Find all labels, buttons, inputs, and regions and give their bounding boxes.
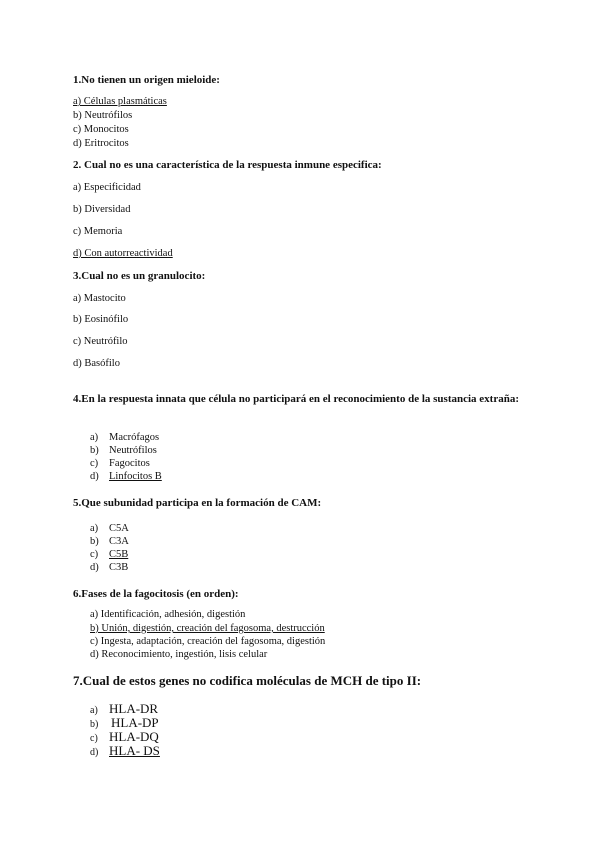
q4-option-d-label: d) [90,471,99,482]
q1-option-b: b) Neutrófilos [73,110,133,121]
q5-option-b-text: C3A [109,536,129,547]
q5-option-d-text: C3B [109,562,129,573]
q4-option-a-text: Macrófagos [109,432,160,443]
q5-option-b [90,535,129,548]
q5-option-a [90,522,129,535]
q5-option-a-label: a) [90,523,99,534]
q5-option-c-label: c) [90,549,99,560]
q7-option-b-label: b) [90,719,99,730]
q7-option-b-text: HLA-DP [111,715,159,730]
question-3-title: 3.Cual no es un granulocito: [73,270,206,282]
q7-option-a-text: HLA-DR [109,701,159,716]
q5-option-b-label: b) [90,536,99,547]
question-5-title: 5.Que subunidad participa en la formación de CAM: [73,497,322,509]
q7-option-d-label: d) [90,747,99,758]
q4-option-c-text: Fagocitos [109,458,150,469]
q3-option-c: c) Neutrófilo [73,336,128,347]
q3-option-a: a) Mastocito [73,293,126,304]
q3-option-b: b) Eosinófilo [73,314,129,325]
q4-option-b-label: b) [90,445,99,456]
question-6-title: 6.Fases de la fagocitosis (en orden): [73,588,239,600]
q6-option-c: c) Ingesta, adaptación, creación del fagosoma, digestión [90,636,326,647]
q2-option-b: b) Diversidad [73,204,131,215]
question-2-title: 2. Cual no es una característica de la respuesta inmune especifica: [73,159,382,171]
q7-option-d-text: HLA- DS [109,743,160,758]
q5-option-d [90,561,128,574]
q2-option-d: d) Con autorreactividad [73,248,173,259]
q2-option-c: c) Memoria [73,226,123,237]
q4-option-d-text: Linfocitos B [109,471,162,482]
q4-option-a [90,431,159,444]
q2-option-a: a) Especificidad [73,182,141,193]
q7-option-d [90,744,160,760]
q4-option-a-label: a) [90,432,99,443]
q4-option-c [90,457,150,470]
q4-option-b [90,444,157,457]
q4-option-b-text: Neutrófilos [109,445,157,456]
q5-option-c [90,548,128,561]
q1-option-d: d) Eritrocitos [73,138,129,149]
q4-option-d [90,470,162,483]
q6-option-b: b) Unión, digestión, creación del fagosoma, destrucción [90,623,325,634]
q4-option-c-label: c) [90,458,99,469]
q6-option-d: d) Reconocimiento, ingestión, lisis celular [90,649,268,660]
q7-option-c-label: c) [90,733,98,744]
q3-option-d: d) Basófilo [73,358,120,369]
question-1-title: 1.No tienen un origen mieloide: [73,74,220,86]
q1-option-a: a) Células plasmáticas [73,96,167,107]
q1-option-c: c) Monocitos [73,124,129,135]
q5-option-c-text: C5B [109,549,129,560]
question-4-title: 4.En la respuesta innata que célula no participará en el reconocimiento de la sustancia extraña: [73,393,519,405]
q6-option-a: a) Identificación, adhesión, digestión [90,609,246,620]
q5-option-a-text: C5A [109,523,129,534]
q7-option-c-text: HLA-DQ [109,729,159,744]
q7-option-a-label: a) [90,705,98,716]
question-7-title: 7.Cual de estos genes no codifica moléculas de MCH de tipo II: [73,673,422,688]
q5-option-d-label: d) [90,562,99,573]
